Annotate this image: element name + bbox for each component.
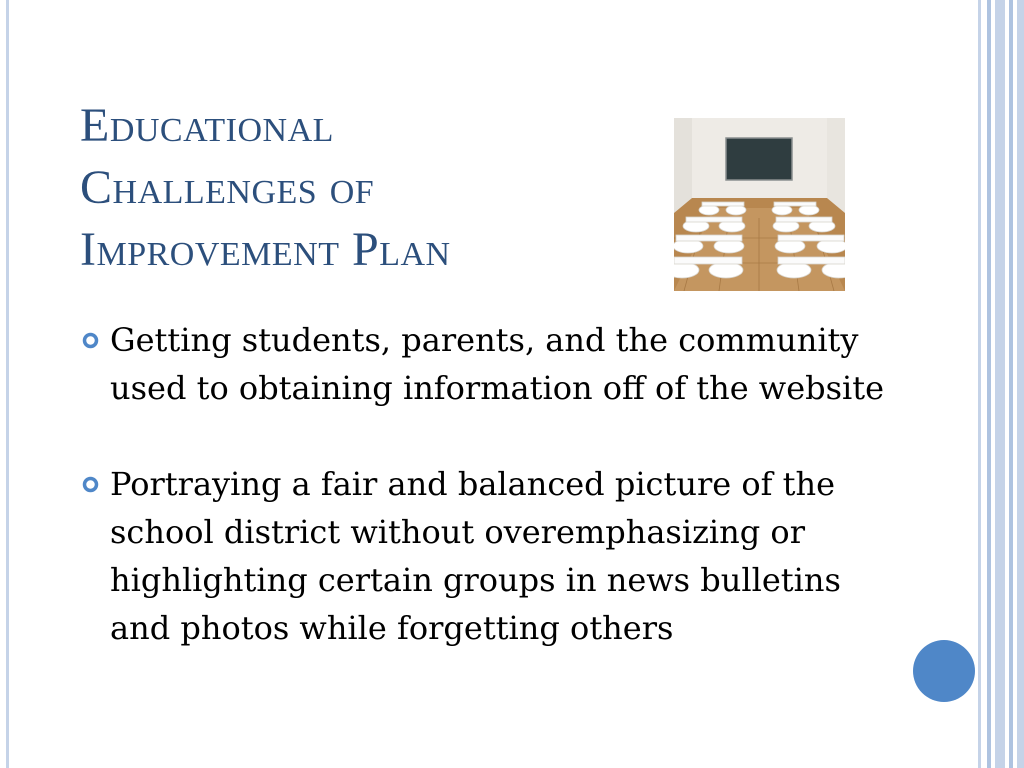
circle-bullet-icon <box>82 332 99 349</box>
bullet-item <box>80 316 890 412</box>
title-line-1: Educational <box>80 99 334 152</box>
bullet-item <box>80 460 890 652</box>
bullet-text: Getting students, parents, and the community used to obtaining information off of the website <box>110 321 885 407</box>
decorative-circle <box>913 640 975 702</box>
bullet-text: Portraying a fair and balanced picture of the school district without overemphasizing or highlighting certain groups in news bulletins and photos while forgetting others <box>110 465 841 647</box>
bullet-list <box>80 316 890 652</box>
left-border <box>6 0 9 768</box>
right-decorative-stripes <box>978 0 1024 768</box>
title-line-3: Improvement Plan <box>80 223 451 276</box>
circle-bullet-icon <box>82 476 99 493</box>
slide-title <box>80 95 640 281</box>
title-line-2: Challenges of <box>80 161 375 214</box>
classroom-photo <box>674 118 845 291</box>
